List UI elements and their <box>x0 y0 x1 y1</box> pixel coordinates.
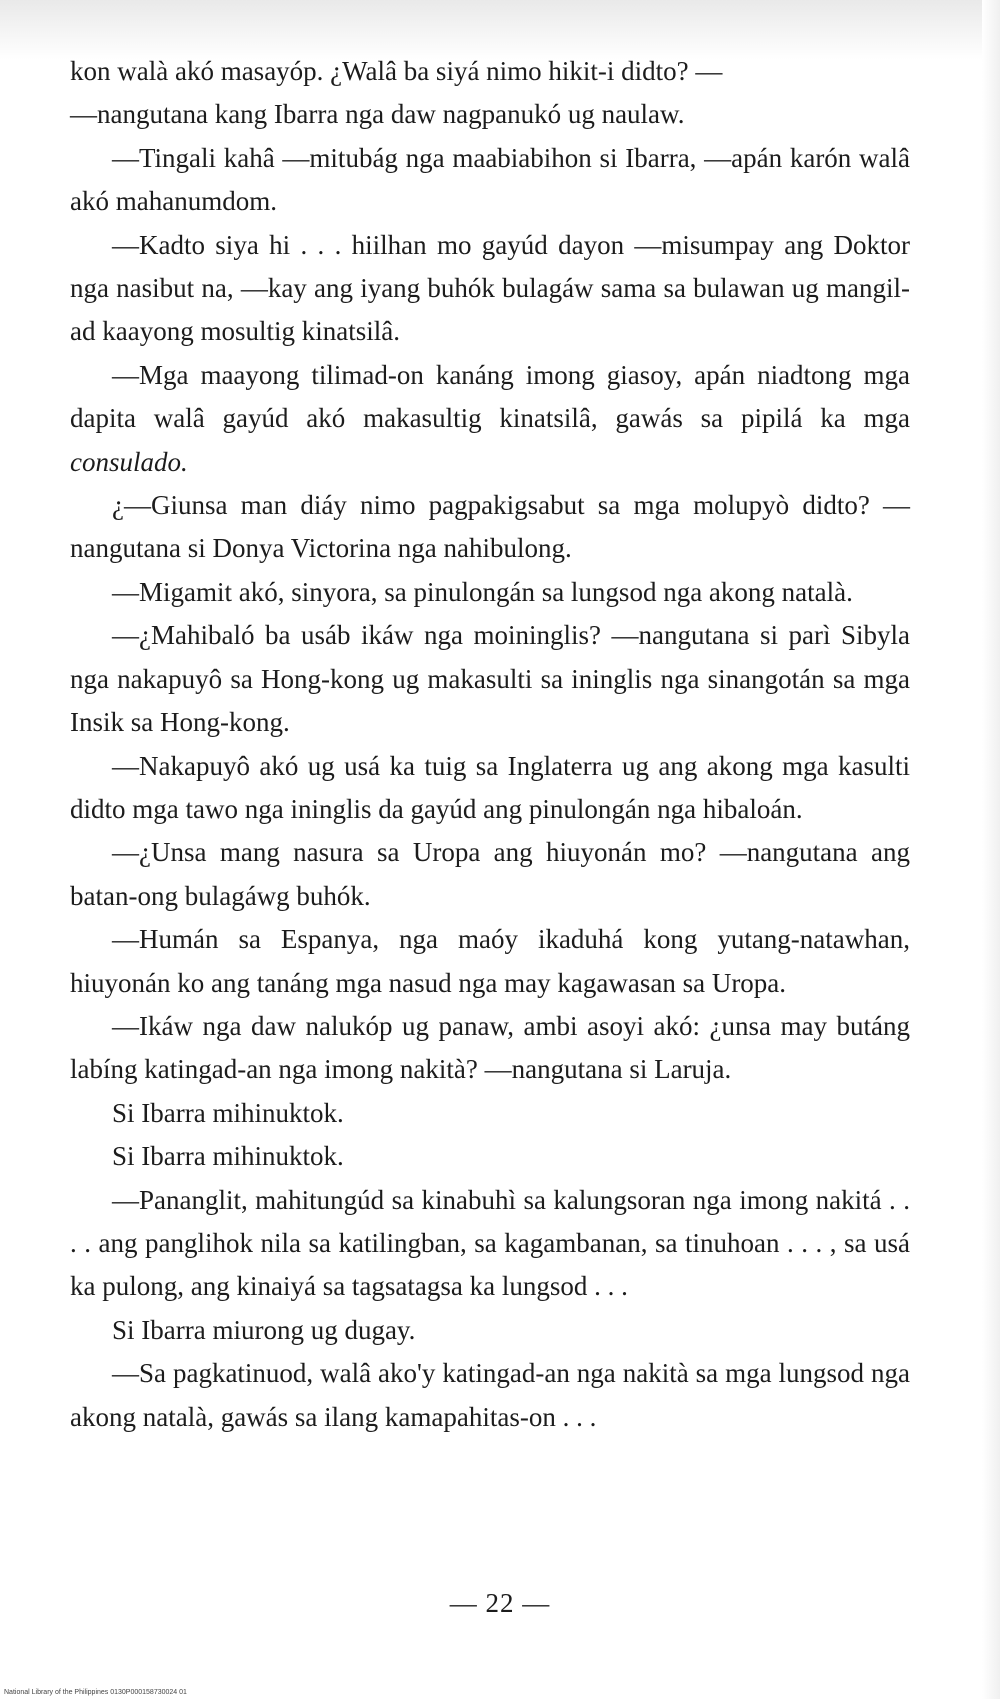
scan-credit: National Library of the Philippines 0130P000158730024 01 <box>4 1689 187 1696</box>
paragraph: —Pananglit, mahitungúd sa kinabuhì sa kalungsoran nga imong nakitá . . . . ang panglihok nila sa katilingban, sa kagambanan, sa tinuhoan . . . , sa usá ka pulong, ang kinaiyá sa tagsatagsa ka lungsod . . . <box>70 1184 910 1302</box>
scan-shadow-right <box>982 0 1000 1699</box>
paragraph: —nangutana kang Ibarra nga daw nagpanukó ug naulaw. <box>70 99 685 130</box>
paragraph: —Sa pagkatinuod, walâ ako'y katingad-an nga nakità sa mga lungsod nga akong natalà, gawás sa ilang kamapahitas-on . . . <box>70 1358 910 1432</box>
paragraph <box>70 354 910 484</box>
paragraph: Si Ibarra miurong ug dugay. <box>112 1314 416 1345</box>
paragraph: —Tingali kahâ —mitubág nga maabiabihon si Ibarra, —apán karón walâ akó mahanumdom. <box>70 142 910 217</box>
paragraph: Si Ibarra mihinuktok. <box>112 1097 344 1128</box>
paragraph: —¿Unsa mang nasura sa Uropa ang hiuyonán mo? —nangutana ang batan-ong bulagáwg buhók. <box>70 837 910 911</box>
paragraph: —Humán sa Espanya, nga maóy ikaduhá kong yutang-natawhan, hiuyonán ko ang tanáng mga nasud nga may kagawasan sa Uropa. <box>70 924 910 998</box>
paragraph-text: —Mga maayong tilimad-on kanáng imong giasoy, apán niadtong mga dapita walâ gayúd akó makasultig kinatsilâ, gawás sa pipilá ka mga <box>70 359 910 434</box>
italic-word: consulado. <box>70 446 188 477</box>
paragraph: —¿Mahibaló ba usáb ikáw nga moininglis? —nangutana si parì Sibyla nga nakapuyô sa Hong-kong ug makasulti sa ininglis nga sinangotán sa mga Insik sa Hong-kong. <box>70 620 910 738</box>
paragraph: Si Ibarra mihinuktok. <box>112 1141 344 1172</box>
paragraph: —Kadto siya hi . . . hiilhan mo gayúd dayon —misumpay ang Doktor nga nasibut na, —kay ang iyang buhók bulagáw sama sa bulawan ug mangil-ad kaayong mosultig kinatsilâ. <box>70 229 910 347</box>
paragraph: —Nakapuyô akó ug usá ka tuig sa Inglaterra ug ang akong mga kasulti didto mga tawo nga ininglis da gayúd ang pinulongán nga hibaloán. <box>70 750 910 824</box>
paragraph: ¿—Giunsa man diáy nimo pagpakigsabut sa mga molupyò didto? —nangutana si Donya Victorina nga nahibulong. <box>70 490 910 564</box>
paragraph: —Migamit akó, sinyora, sa pinulongán sa lungsod nga akong natalà. <box>112 576 853 607</box>
paragraph: —Ikáw nga daw nalukóp ug panaw, ambi asoyi akó: ¿unsa may butáng labíng katingad-an nga imong nakità? —nangutana si Laruja. <box>70 1010 910 1085</box>
page-number: — 22 — <box>449 1588 551 1618</box>
paragraph: kon walà akó masayóp. ¿Walâ ba siyá nimo hikit-i didto? — <box>70 56 723 86</box>
body-text <box>70 50 910 1439</box>
